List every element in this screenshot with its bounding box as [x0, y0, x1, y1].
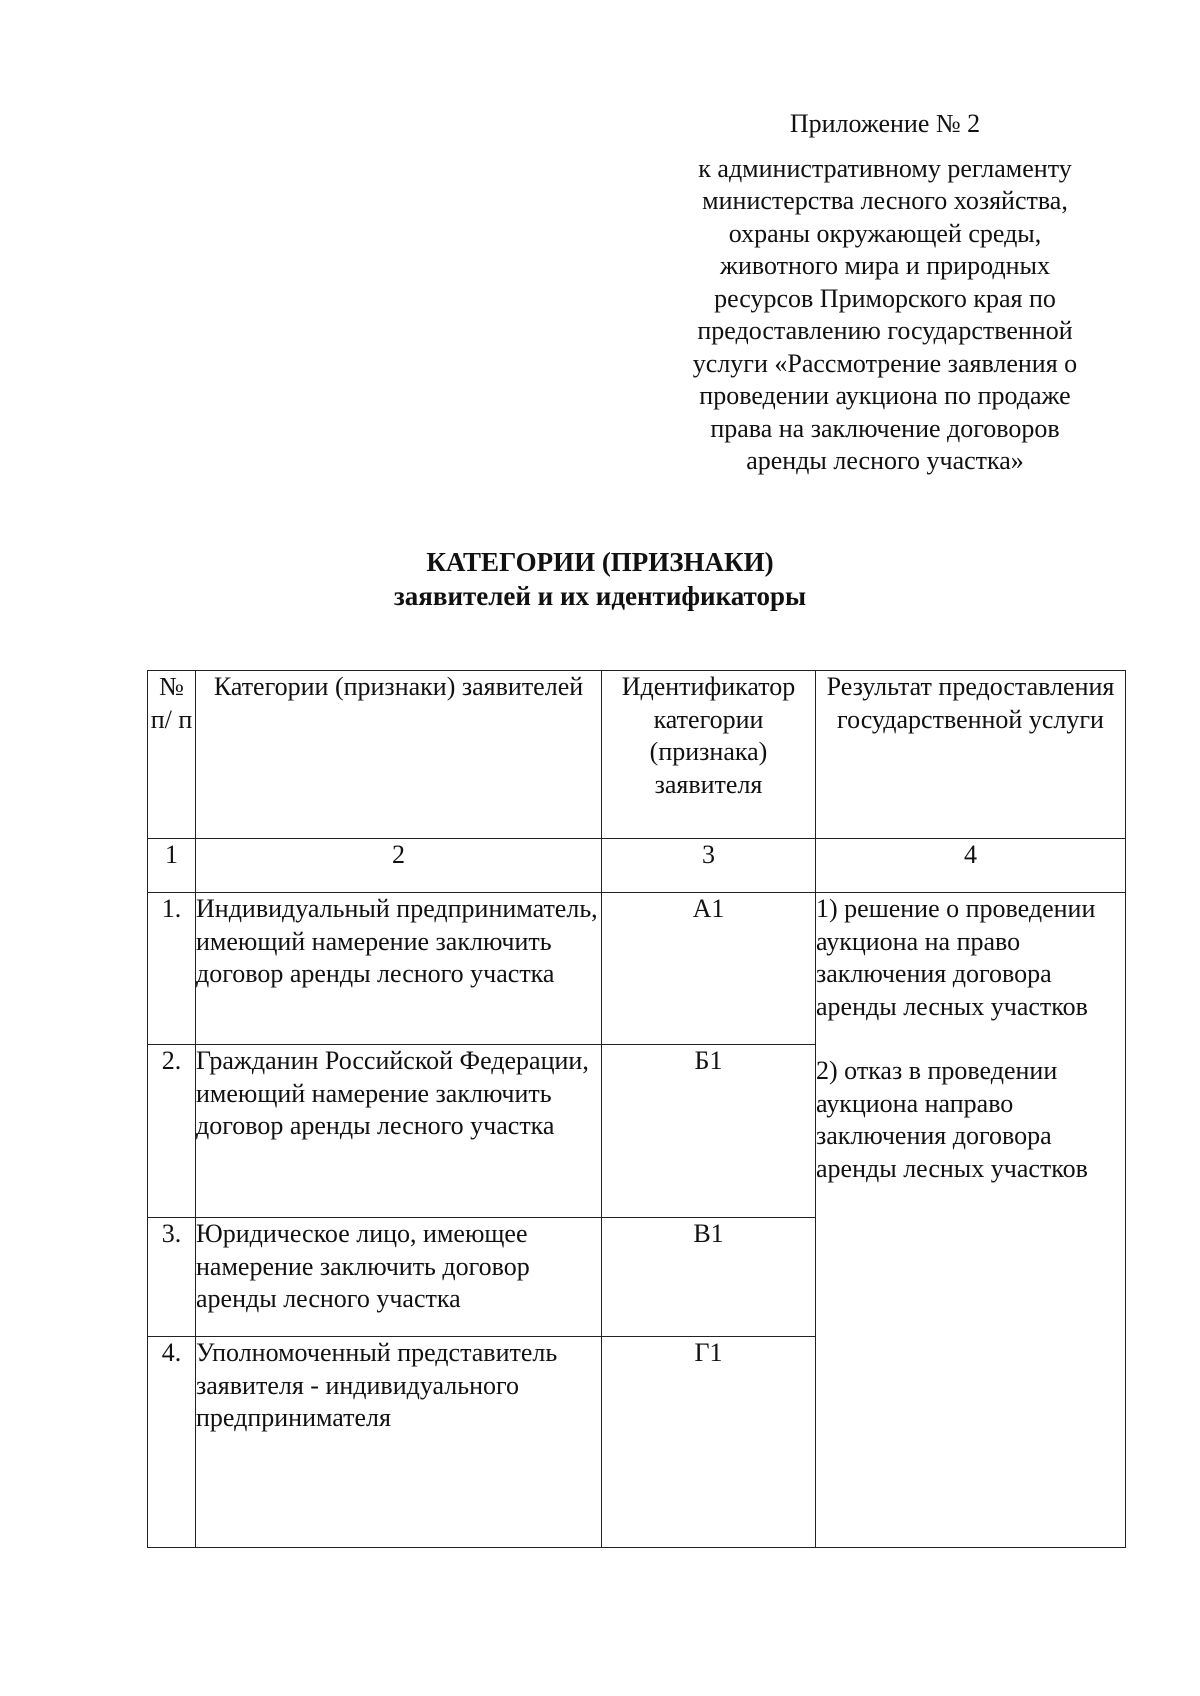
row-identifier: Б1 [602, 1045, 816, 1218]
annex-line: животного мира и природных [720, 251, 1050, 280]
annex-line: права на заключение договоров [710, 413, 1060, 443]
table-row [148, 893, 1126, 1045]
row-identifier: В1 [602, 1218, 816, 1337]
annex-line: охраны окружающей среды, [728, 218, 1042, 248]
row-number: 1. [148, 893, 196, 1045]
result-item-1: 1) решение о проведении аукциона на право заключения договора аренды лесных участков [816, 894, 1096, 1021]
row-number: 4. [148, 1337, 196, 1548]
row-category: Уполномоченный представитель заявителя - индивидуального предпринимателя [196, 1337, 602, 1548]
annex-line: предоставлению государственной [697, 316, 1073, 345]
categories-table [147, 670, 1126, 1548]
annex-line: проведении аукциона по продаже [699, 381, 1071, 410]
row-number: 3. [148, 1218, 196, 1337]
annex-line: к административному регламенту [698, 153, 1072, 183]
column-number: 2 [196, 839, 602, 893]
row-category: Юридическое лицо, имеющее намерение заключить договор аренды лесного участка [196, 1218, 602, 1337]
header-category: Категории (признаки) заявителей [196, 671, 602, 839]
column-number: 4 [816, 839, 1126, 893]
document-heading [0, 545, 1200, 613]
table-header-row [148, 671, 1126, 839]
column-number: 3 [602, 839, 816, 893]
row-identifier: А1 [602, 893, 816, 1045]
header-result: Результат предоставления государственной услуги [816, 671, 1126, 839]
row-category: Индивидуальный предприниматель, имеющий намерение заключить договор аренды лесного участка [196, 893, 602, 1045]
annex-block [655, 108, 1115, 478]
column-number-row [148, 839, 1126, 893]
annex-line: министерства лесного хозяйства, [702, 186, 1068, 215]
header-number: № п/ п [148, 671, 196, 839]
row-number: 2. [148, 1045, 196, 1218]
annex-line: ресурсов Приморского края по [714, 283, 1056, 313]
annex-line: аренды лесного участка» [746, 446, 1024, 475]
column-number: 1 [148, 839, 196, 893]
result-item-2: 2) отказ в проведении аукциона направо заключения договора аренды лесных участков [816, 1056, 1088, 1183]
annex-title: Приложение № 2 [789, 109, 981, 138]
header-identifier: Идентификатор категории (признака) заявителя [602, 671, 816, 839]
result-cell [816, 893, 1126, 1548]
heading-subtitle: заявителей и их идентификаторы [393, 581, 807, 611]
heading-title: КАТЕГОРИИ (ПРИЗНАКИ) [426, 547, 774, 577]
row-identifier: Г1 [602, 1337, 816, 1548]
annex-line: услуги «Рассмотрение заявления о [692, 348, 1078, 378]
row-category: Гражданин Российской Федерации, имеющий намерение заключить договор аренды лесного участка [196, 1045, 602, 1218]
